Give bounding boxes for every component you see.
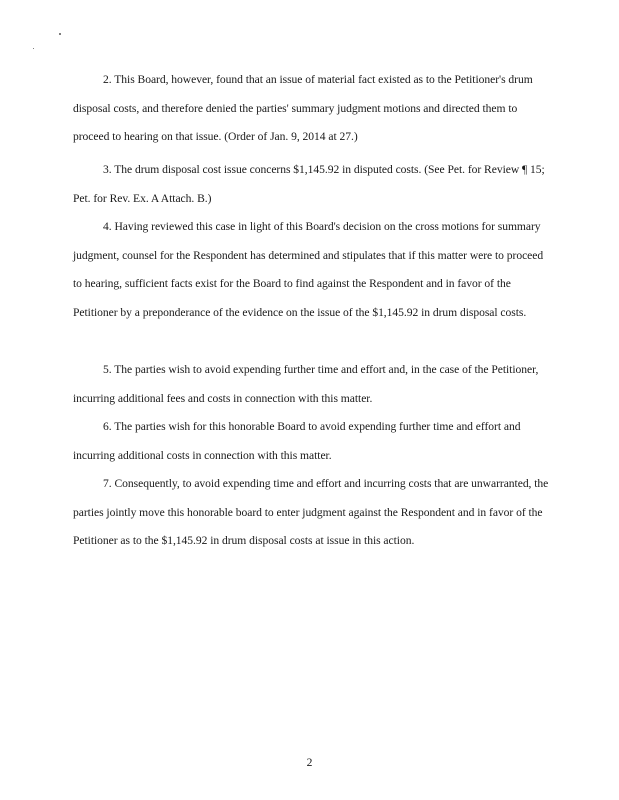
paragraph-6 xyxy=(73,413,549,470)
scan-speck xyxy=(33,48,34,49)
paragraph-text: Consequently, to avoid expending time and effort and incurring costs that are unwarranted, the parties jointly move this honorable board to enter judgment against the Respondent and in favor of the Petitioner as to the $1,145.92 in drum disposal costs at issue in this action. xyxy=(73,477,549,548)
paragraph-text: The drum disposal cost issue concerns $1,145.92 in disputed costs. (See Pet. for Review ¶ 15; Pet. for Rev. Ex. A Attach. B.) xyxy=(73,163,545,205)
paragraph-number: 3. xyxy=(103,163,112,176)
paragraph-text: The parties wish to avoid expending further time and effort and, in the case of the Petitioner, incurring additional fees and costs in connection with this matter. xyxy=(73,363,539,405)
paragraph-number: 7. xyxy=(103,477,112,490)
paragraph-number: 5. xyxy=(103,363,112,376)
paragraph-number: 2. xyxy=(103,73,112,86)
scan-speck xyxy=(59,33,61,35)
paragraph-number: 6. xyxy=(103,420,112,433)
paragraph-text: This Board, however, found that an issue of material fact existed as to the Petitioner's drum disposal costs, and therefore denied the parties' summary judgment motions and directed them to proceed to hearing on that issue. (Order of Jan. 9, 2014 at 27.) xyxy=(73,73,533,144)
paragraph-text: Having reviewed this case in light of this Board's decision on the cross motions for summary judgment, counsel for the Respondent has determined and stipulates that if this matter were to proceed to hearing, sufficient facts exist for the Board to find against the Respondent and in favor of the Petitioner by a preponderance of the evidence on the issue of the $1,145.92 in drum disposal costs. xyxy=(73,220,544,319)
paragraph-3 xyxy=(73,156,549,213)
page-number: 2 xyxy=(306,756,313,769)
paragraph-2 xyxy=(73,66,549,152)
paragraph-number: 4. xyxy=(103,220,112,233)
paragraph-7 xyxy=(73,470,549,556)
paragraph-5 xyxy=(73,356,549,413)
paragraph-4 xyxy=(73,213,549,327)
paragraph-text: The parties wish for this honorable Board to avoid expending further time and effort and incurring additional costs in connection with this matter. xyxy=(73,420,521,462)
